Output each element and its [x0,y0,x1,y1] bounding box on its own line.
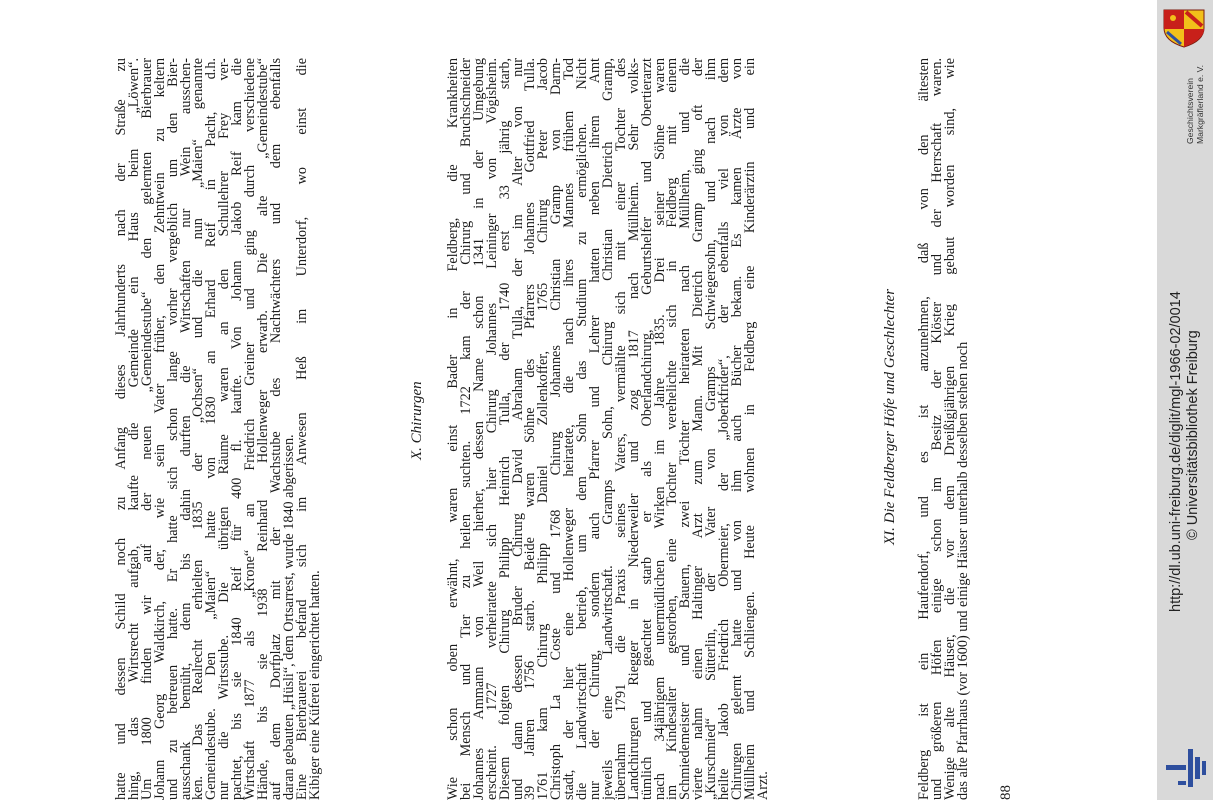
text-line: erscheint. 1727 verheiratete sich hier Chirurg Johannes Leininger von Vögisheim. [483,58,500,800]
text-line: nur der Chirurg, sondern auch Pfarrer und Lehrer hatten neben ihrem Amt [586,58,603,800]
paragraph-bierbrauerei [296,58,322,800]
text-line: hatte und dessen Schild noch zu Anfang dieses Jahrhunderts nach der Straße zu [113,58,129,800]
source-url[interactable]: http://dl.ub.uni-freiburg.de/diglit/mgl-1966-02/0014 [1168,291,1184,612]
text-line: „Kurschmied“ Sütterlin, der Vater von Gramps Schwiegersohn, und nach ihm [703,58,720,800]
text-line: tümlich und geachtet starb er als Oberlandchirurg, Geburtshelfer und Obertierarzt [638,58,655,800]
text-line: übernahm 1791 die Praxis seines Vaters, vermählte sich mit einer Tochter des [612,58,629,800]
page-number: 88 [998,785,1014,800]
text-line: Wirtschaft 1877 als „Krone“ an Friedrich Greiner und ging durch verschiedene [242,58,259,800]
text-line: Diesem folgten Chirurg Philipp Heinrich Tulla, der 1740 erst 33 jährig starb, [496,58,513,800]
text-line: und zu betreuen hatte. Er hatte sich schon lange vorher vergeblich um den Bier- [164,58,181,800]
paragraph-gemeindestube [115,58,296,800]
text-line: das alte Pfarrhaus (vor 1600) und einige Häuser unterhalb desselben stehen noch [954,341,971,800]
text-line: Kibiger eine Küferei eingerichtet hatten. [306,570,323,800]
text-line: Gemeindestube. Den „Maien“ hatte von 1830 an Erhard Reif in Pacht, d.h. [203,58,220,800]
paragraph-chirurgen [447,58,770,800]
text-line: bei Mensch und Tier zu heilen suchten. 1722 kam der Chirurg und Bruchschneider [457,58,474,800]
society-name [1185,65,1205,144]
text-line: Arzt. [754,771,771,800]
text-line: Wenige alte Häuser, die vor dem Dreißigjährigen Krieg gebaut worden sind, wie [941,58,958,800]
text-line: auf dem Dorfplatz mit der Wachstube des Nachtwächters und dem ebenfalls [267,58,284,800]
society-line-2: Markgräflerland e. V. [1195,65,1205,144]
text-line: Johann Georg Waldkirch, der, wie sein Vater früher, den Zehntwein zu keltern [151,58,168,800]
text-line: stadt, der hier eine Hollenweger heiratete, die nach ihres Mannes frühem Tod [561,58,578,800]
text-line: und größeren Höfen einige schon im Besitz der Klöster und der Herrschaft waren. [928,58,945,800]
text-line: nach 34jährigem unermüdlichen Wirken im Jahre 1835. Drei seiner Söhne waren [651,58,668,800]
text-line: Wie schon oben erwähnt, waren einst Bader in Feldberg, die Krankheiten [445,58,461,800]
text-line: und dann dessen Bruder Chirurg David Abraham Tulla, der im Alter von nur [509,58,526,800]
university-library-logo-icon [1160,745,1210,790]
text-line: Landchirurgen Riegger in Niederweiler und zog 1817 nach Müllheim. Sehr volks- [625,58,642,800]
text-line: Chirurgen gelernt hatte und von ihm auch Bücher bekam. Es kamen Ärzte von [728,58,745,800]
heading-chirurgen: X. Chirurgen [409,381,425,460]
text-line: im Kindesalter gestorben, eine Tochter verehelichte sich in Feldberg mit einem [664,58,681,800]
text-line: hing, das Wirtsrecht aufgab, kaufte die Gemeinde ein Haus beim „Löwen“. [125,58,142,800]
text-line: pachtet, bis sie 1840 Reif für 400 fl. kaufte. Von Johann Jakob Reif kam die [229,58,246,800]
text-line: die Landwirtschaft betrieb, um dem Sohn das Studium zu ermöglichen. Nicht [574,58,591,800]
society-line-1: Geschichtsverein [1185,78,1195,144]
text-line: 39 Jahren 1756 starb. Beide waren Söhne des Pfarrers Johannes Gottfried Tulla. [522,58,539,800]
text-line: heilte Jakob Friedrich Obermeier, der „Joberkfrider“, der ebenfalls viel von dem [716,58,733,800]
text-line: Feldberg ist ein Haufendorf, und es ist anzunehmen, daß von den ältesten [916,58,932,800]
text-line: Christoph La Coste und 1768 Chirurg Johannes Christian Gramp von Darm- [548,58,565,800]
text-line: ken. Das Realrecht erhielten 1835 der „Ochsen“ und die nun „Maien“ genannte [190,58,207,800]
text-line: Müllheim und Schliengen. Heute wohnen in Feldberg eine Kinderärztin und ein [741,58,758,800]
text-line: Um 1800 finden wir auf der neuen „Gemeindestube“ den gelernten Bierbrauer [138,58,155,800]
text-line: Johannes Ammann von Weil hierher, dessen Name schon 1341 in der Umgebung [470,58,487,800]
text-line: nur die Wirtsstube. Die übrigen Räume waren an den Schullehrer Frey ver- [216,58,233,800]
paragraph-haufendorf [918,58,970,800]
coat-of-arms-icon [1161,8,1207,48]
text-line: Schmiedemeister und Bauern, zwei Töchter heirateten nach Müllheim, und die [677,58,694,800]
text-line: vierte nahm einen Haltinger Arzt zum Mann. Mit Dietrich Gramp ging oft der [690,58,707,800]
text-line: 1761 kam Chirurg Philipp Daniel Zollenkoffer, 1765 Chirurg Peter Jacob [535,58,552,800]
copyright-notice: © Universitätsbibliothek Freiburg [1185,330,1201,540]
text-line: Hände, bis sie 1938 Reinhard Hollenweger erwarb. Die alte „Gemeindestube“ [254,58,271,800]
text-line: Eine Bierbrauerei befand sich im Anwesen Heß im Unterdorf, wo einst die [294,58,310,800]
text-line: jeweils eine Landwirtschaft. Gramps Sohn, Chirurg Christian Dietrich Gramp, [599,58,616,800]
text-line: daran gebauten „Hüsli“, dem Ortsarrest, wurde 1840 abgerissen. [280,434,297,800]
heading-hoefe-geschlechter: XI. Die Feldberger Höfe und Geschlechter [882,288,898,545]
text-line: ausschank bemüht, denn bis dahin durften die Wirtschaften nur Wein ausschen- [177,58,194,800]
